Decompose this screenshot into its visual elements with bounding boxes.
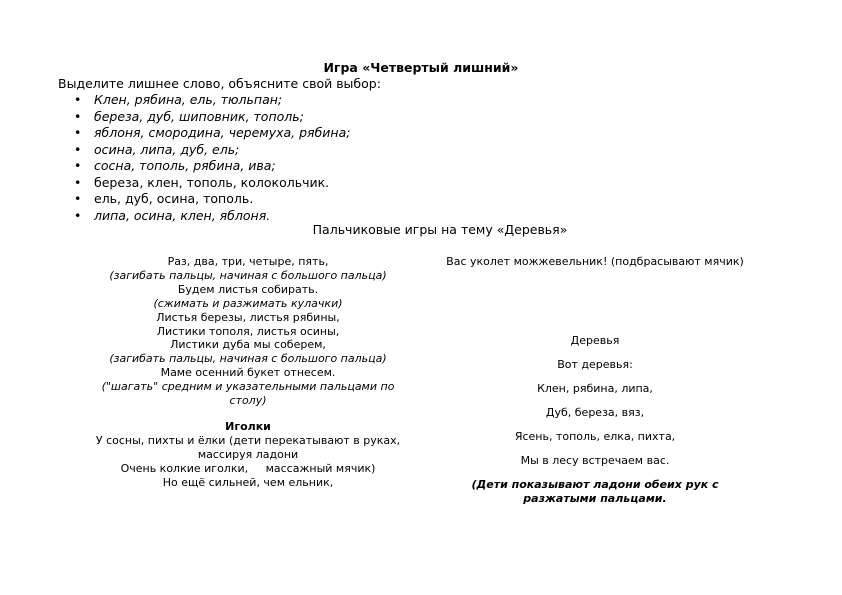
- poem-line: У сосны, пихты и ёлки (дети перекатывают в руках, массируя ладони: [95, 433, 401, 461]
- poem-line: Ясень, тополь, елка, пихта,: [514, 430, 676, 443]
- list-item: • Клен, рябина, ель, тюльпан;: [74, 92, 350, 109]
- poem-instruction: ("шагать" средним и указательными пальцами по столу): [101, 380, 395, 408]
- list-item: • сосна, тополь, рябина, ива;: [74, 158, 350, 175]
- poem-line: Раз, два, три, четыре, пять,: [167, 255, 329, 268]
- poem-instruction: (загибать пальцы, начиная с большого пальца): [109, 352, 387, 366]
- poem-line: Клен, рябина, липа,: [537, 382, 653, 395]
- poem-line: Вот деревья:: [557, 358, 633, 371]
- poem-line: Маме осенний букет отнесем.: [160, 366, 336, 380]
- poem-line: Дуб, береза, вяз,: [545, 406, 645, 419]
- finger-games-title: Пальчиковые игры на тему «Деревья»: [312, 222, 568, 237]
- game-instructions: Выделите лишнее слово, объясните свой выбор:: [58, 76, 381, 91]
- poem-instruction: (сжимать и разжимать кулачки): [153, 296, 343, 310]
- poem-line: Листья березы, листья рябины,: [156, 310, 340, 324]
- trees-poem: [440, 329, 750, 506]
- poem-instruction: (загибать пальцы, начиная с большого пальца): [109, 268, 387, 282]
- poem-line: Мы в лесу встречаем вас.: [520, 454, 670, 467]
- trees-heading: Деревья: [570, 334, 620, 347]
- left-poem-column: [94, 255, 402, 490]
- poem-line: Листики тополя, листья осины,: [156, 324, 340, 338]
- needles-poem-continuation: Вас уколет можжевельник! (подбрасывают мячик): [446, 255, 744, 268]
- list-item: • липа, осина, клен, яблоня.: [74, 208, 350, 225]
- list-item: • осина, липа, дуб, ель;: [74, 142, 350, 159]
- poem-line: Но ещё сильней, чем ельник,: [162, 475, 334, 489]
- game-title: Игра «Четвертый лишний»: [323, 60, 519, 75]
- list-item: • береза, дуб, шиповник, тополь;: [74, 109, 350, 126]
- poem-instruction: (Дети показывают ладони обеих рук с разжатыми пальцами.: [471, 478, 719, 505]
- list-item: • яблоня, смородина, черемуха, рябина;: [74, 125, 350, 142]
- word-set-list: [74, 92, 350, 224]
- needles-heading: Иголки: [225, 419, 271, 433]
- list-item: • ель, дуб, осина, тополь.: [74, 191, 350, 208]
- poem-line: Листики дуба мы соберем,: [170, 338, 326, 352]
- poem-line: Будем листья собирать.: [177, 282, 319, 296]
- poem-line: Очень колкие иголки, массажный мячик): [120, 461, 376, 475]
- list-item: • береза, клен, тополь, колокольчик.: [74, 175, 350, 192]
